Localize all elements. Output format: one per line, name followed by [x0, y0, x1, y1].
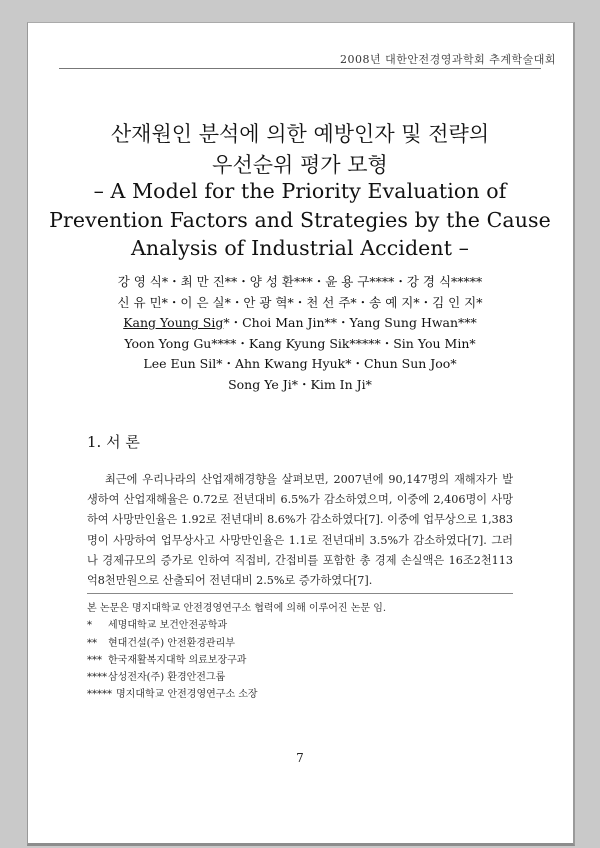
body-text [87, 470, 513, 591]
footnote-mark: *** [87, 654, 102, 666]
page-number: 7 [296, 751, 304, 765]
korean-title-line: 산재원인 분석에 의한 예방인자 및 전략의 [110, 122, 490, 146]
footnote-item [87, 652, 386, 669]
authors-english-line: Lee Eun Sil*・Ahn Kwang Hyuk*・Chun Sun Joo* [143, 356, 457, 371]
english-title-line: Analysis of Industrial Accident – [130, 236, 470, 260]
footnote-rule [87, 593, 513, 594]
footnote-item [87, 669, 386, 686]
korean-title-line: 우선순위 평가 모형 [212, 153, 388, 177]
footnote-intro: 본 논문은 명지대학교 안전경영연구소 협력에 의해 이루어진 논문 임. [87, 603, 387, 614]
authors-korean-line: 강 영 식*・최 만 진**・양 성 환***・윤 용 구****・강 경 식***** [117, 274, 483, 289]
footnote-mark: **** [87, 672, 107, 684]
conference-header: 2008년 대한안전경영과학회 추계학술대회 [339, 53, 556, 66]
english-title [0, 177, 600, 263]
authors-english-line: Yoon Yong Gu****・Kang Kyung Sik*****・Sin You Min* [124, 335, 476, 351]
first-author-name: Kang Young Sig [123, 315, 224, 330]
footnote-text: 명지대학교 안전경영연구소 소장 [116, 689, 258, 701]
authors-korean-line: 신 유 민*・이 은 실*・안 광 혁*・천 선 주*・송 예 지*・김 인 지* [117, 294, 483, 310]
footnotes [87, 600, 386, 704]
footnote-mark: ***** [87, 689, 112, 701]
english-title-line: Prevention Factors and Strategies by the Cause [49, 207, 551, 232]
footnote-text: 삼성전자(주) 환경안전그룹 [108, 672, 226, 684]
header-rule [59, 68, 541, 69]
footnote-item [87, 617, 386, 634]
authors-english-rest: *・Choi Man Jin**・Yang Sung Hwan*** [223, 315, 477, 330]
body-paragraph: 최근에 우리나라의 산업재해경향을 살펴보면, 2007년에 90,147명의 재해자가 발생하여 산업재해율은 0.72로 전년대비 6.5%가 감소하였으며, 이중에 2,406명이 사망하여 사망만인율은 1.92로 전년대비 8.6%가 감소하였다[7]. 이중에 업무상으로 1,383명이 사망하여 업무상사고 사망만인율은 1.1로 전년대비 3.5%가 감소하였다[7]. 그러나 경제규모의 증가로 인하여 직접비, 간접비를 포함한 총 경제 손실액은 16조2천113억8천만원으로 산출되어 전년대비 2.5%로 증가하였다[7]. [87, 473, 513, 588]
footnote-text: 한국재활복지대학 의료보장구과 [108, 654, 247, 666]
footnote-item [87, 635, 386, 652]
footnote-mark: ** [87, 637, 97, 649]
footnote-mark: * [87, 620, 92, 632]
korean-title [0, 119, 600, 181]
english-title-line: – A Model for the Priority Evaluation of [93, 179, 507, 203]
authors-english-line [0, 313, 600, 334]
footnote-text: 현대건설(주) 안전환경관리부 [108, 637, 235, 649]
author-list [0, 272, 600, 395]
footnote-item [87, 686, 386, 703]
authors-english-line: Song Ye Ji*・Kim In Ji* [228, 376, 372, 392]
section-heading: 1. 서 론 [87, 433, 140, 451]
footnote-text: 세명대학교 보건안전공학과 [108, 620, 228, 632]
